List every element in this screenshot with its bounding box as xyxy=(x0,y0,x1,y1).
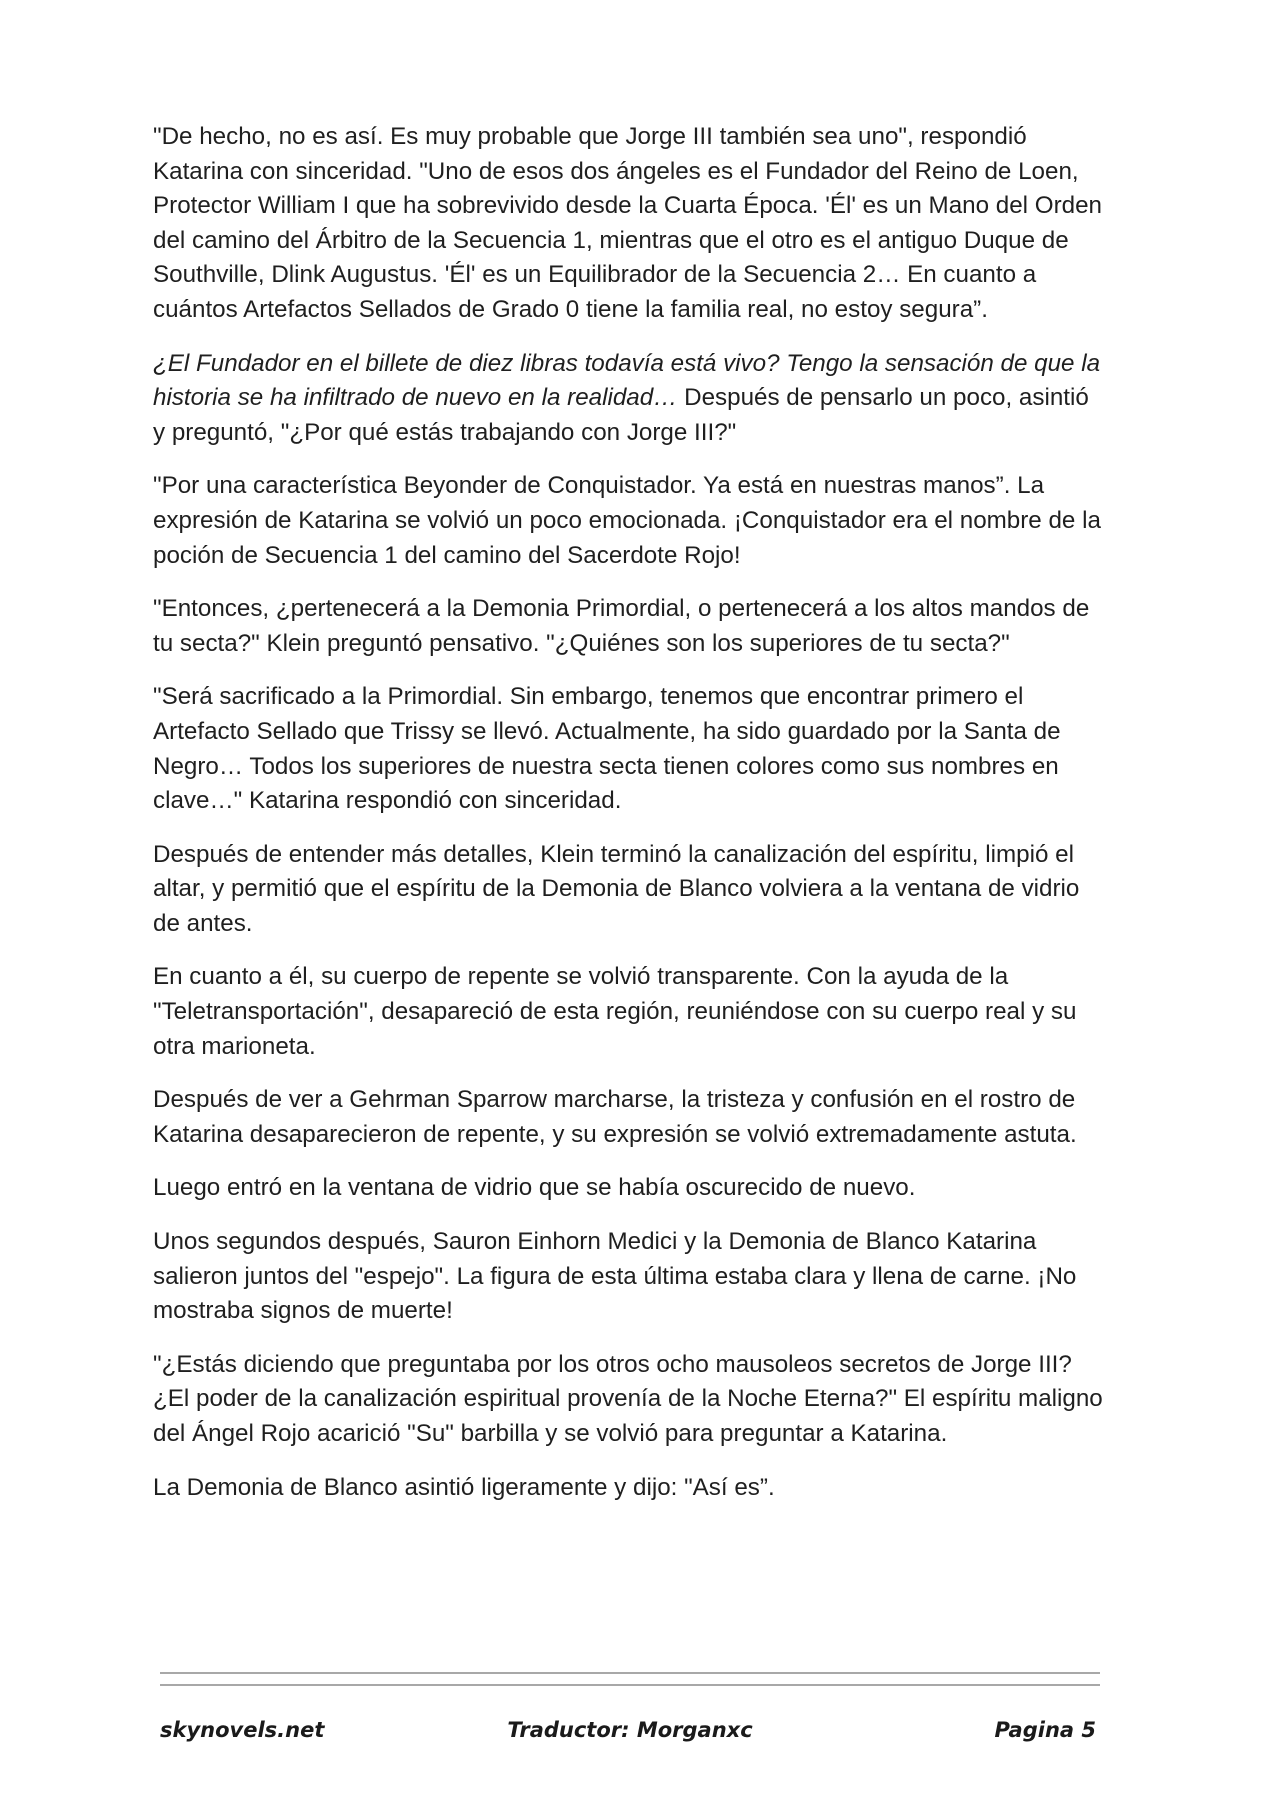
paragraph xyxy=(153,1225,1103,1329)
paragraph xyxy=(153,680,1103,818)
footer-site: skynovels.net xyxy=(160,1718,325,1742)
paragraph-italic-text: ¿El Fundador en el billete de diez libras todavía está vivo? Tengo la sensación de que la historia se ha infiltrado de nuevo en la realidad… xyxy=(153,349,1101,412)
paragraph xyxy=(153,1471,1103,1506)
paragraph-text: "Por una característica Beyonder de Conquistador. Ya está en nuestras manos”. La expresión de Katarina se volvió un poco emocionada. ¡Conquistador era el nombre de la poción de Secuencia 1 del camino del Sacerdote Rojo! xyxy=(153,472,1101,569)
paragraph-text: "¿Estás diciendo que preguntaba por los otros ocho mausoleos secretos de Jorge III? ¿El poder de la canalización espiritual provenía de la Noche Eterna?" El espíritu maligno del Ángel Rojo acarició "Su" barbilla y se volvió para preguntar a Katarina. xyxy=(153,1350,1103,1447)
footer-divider-top xyxy=(160,1672,1100,1674)
paragraph-text: "Será sacrificado a la Primordial. Sin embargo, tenemos que encontrar primero el Artefacto Sellado que Trissy se llevó. Actualmente, ha sido guardado por la Santa de Negro… Todos los superiores de nuestra secta tienen colores como sus nombres en clave…" Katarina respondió con sinceridad. xyxy=(153,683,1061,815)
paragraph-text: Después de pensarlo un poco, asintió y preguntó, "¿Por qué estás trabajando con Jorge III?" xyxy=(153,384,1089,446)
paragraph xyxy=(153,1083,1103,1152)
paragraph xyxy=(153,838,1103,942)
footer-divider-bottom xyxy=(160,1684,1100,1686)
paragraph-text: Después de ver a Gehrman Sparrow marcharse, la tristeza y confusión en el rostro de Katarina desaparecieron de repente, y su expresión se volvió extremadamente astuta. xyxy=(153,1086,1077,1148)
paragraph-text: Unos segundos después, Sauron Einhorn Medici y la Demonia de Blanco Katarina salieron juntos del "espejo". La figura de esta última estaba clara y llena de carne. ¡No mostraba signos de muerte! xyxy=(153,1228,1077,1325)
footer-page-number: Pagina 5 xyxy=(994,1718,1096,1742)
paragraph xyxy=(153,347,1103,451)
paragraph xyxy=(153,120,1103,328)
paragraph xyxy=(153,1171,1103,1206)
paragraph-text: Después de entender más detalles, Klein terminó la canalización del espíritu, limpió el altar, y permitió que el espíritu de la Demonia de Blanco volviera a la ventana de vidrio de antes. xyxy=(153,840,1080,937)
paragraph-text: "De hecho, no es así. Es muy probable que Jorge III también sea uno", respondió Katarina con sinceridad. "Uno de esos dos ángeles es el Fundador del Reino de Loen, Protector William I que ha sobrevivido desde la Cuarta Época. 'Él' es un Mano del Orden del camino del Árbitro de la Secuencia 1, mientras que el otro es el antiguo Duque de Southville, Dlink Augustus. 'Él' es un Equilibrador de la Secuencia 2… En cuanto a cuántos Artefactos Sellados de Grado 0 tiene la familia real, no estoy segura”. xyxy=(153,123,1103,323)
paragraph-text: La Demonia de Blanco asintió ligeramente y dijo: "Así es”. xyxy=(153,1473,775,1501)
paragraph xyxy=(153,592,1103,661)
paragraph-text: En cuanto a él, su cuerpo de repente se volvió transparente. Con la ayuda de la "Teletransportación", desapareció de esta región, reuniéndose con su cuerpo real y su otra marioneta. xyxy=(153,963,1077,1060)
paragraph-text: Luego entró en la ventana de vidrio que se había oscurecido de nuevo. xyxy=(153,1174,916,1202)
document-body xyxy=(153,120,1103,1524)
paragraph-text: "Entonces, ¿pertenecerá a la Demonia Primordial, o pertenecerá a los altos mandos de tu secta?" Klein preguntó pensativo. "¿Quiénes son los superiores de tu secta?" xyxy=(153,595,1090,657)
footer-translator: Traductor: Morganxc xyxy=(507,1718,753,1742)
paragraph xyxy=(153,469,1103,573)
paragraph xyxy=(153,960,1103,1064)
paragraph xyxy=(153,1348,1103,1452)
page-footer xyxy=(160,1718,1100,1752)
